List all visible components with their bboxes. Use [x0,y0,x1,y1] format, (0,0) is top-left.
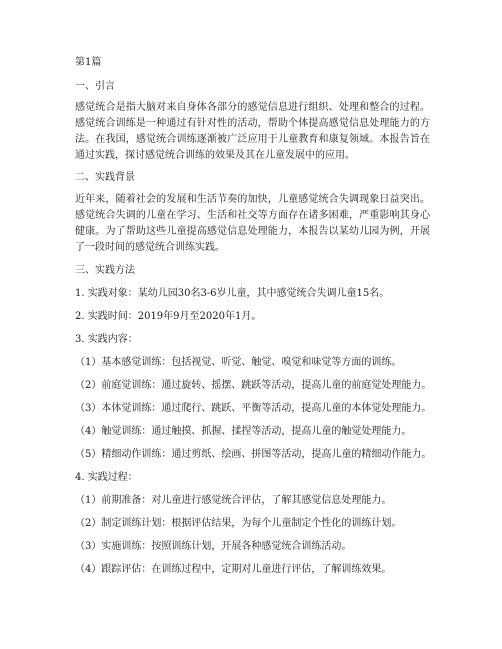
background-heading: 二、实践背景 [75,172,135,183]
method-heading: 三、实践方法 [75,265,135,276]
part-title: 第1篇 [75,57,102,68]
method-item-content: 3. 实践内容： [75,334,138,345]
content-vestibular: （2）前庭觉训练：通过旋转、摇摆、跳跃等活动，提高儿童的前庭觉处理能力。 [75,380,432,391]
method-item-subjects: 1. 实践对象：某幼儿园30名3-6岁儿童，其中感觉统合失调儿童15名。 [75,288,390,299]
process-tracking: （4）跟踪评估：在训练过程中，定期对儿童进行评估，了解训练效果。 [75,564,392,575]
content-tactile: （4）触觉训练：通过触摸、抓握、揉捏等活动，提高儿童的触觉处理能力。 [75,426,412,437]
process-implement: （3）实施训练：按照训练计划，开展各种感觉统合训练活动。 [75,541,352,552]
content-proprioceptive: （3）本体觉训练：通过爬行、跳跃、平衡等活动，提高儿童的本体觉处理能力。 [75,403,432,414]
background-paragraph: 近年来，随着社会的发展和生活节奏的加快，儿童感觉统合失调现象日益突出。感觉统合失调的儿童在学习、生活和社交等方面存在诸多困难，严重影响其身心健康。为了帮助这些儿童提高感觉信息处理能力，本报告以某幼儿园为例，开展了一段时间的感觉统合训练实践。 [75,194,430,253]
intro-heading: 一、引言 [75,81,115,92]
process-plan: （2）制定训练计划：根据评估结果，为每个儿童制定个性化的训练计划。 [75,518,402,529]
intro-paragraph: 感觉统合是指大脑对来自身体各部分的感觉信息进行组织、处理和整合的过程。感觉统合训练是一种通过有针对性的活动，帮助个体提高感觉信息处理能力的方法。在我国，感觉统合训练逐渐被广泛应用于儿童教育和康复领域。本报告旨在通过实践，探讨感觉统合训练的效果及其在儿童发展中的应用。 [75,102,430,161]
content-fine-motor: （5）精细动作训练：通过剪纸、绘画、拼图等活动，提高儿童的精细动作能力。 [75,449,432,460]
content-basic-sensory: （1）基本感觉训练：包括视觉、听觉、触觉、嗅觉和味觉等方面的训练。 [75,357,402,368]
method-item-time: 2. 实践时间：2019年9月至2020年1月。 [75,311,262,322]
method-item-process: 4. 实践过程： [75,472,138,483]
process-preparation: （1）前期准备：对儿童进行感觉统合评估，了解其感觉信息处理能力。 [75,495,392,506]
